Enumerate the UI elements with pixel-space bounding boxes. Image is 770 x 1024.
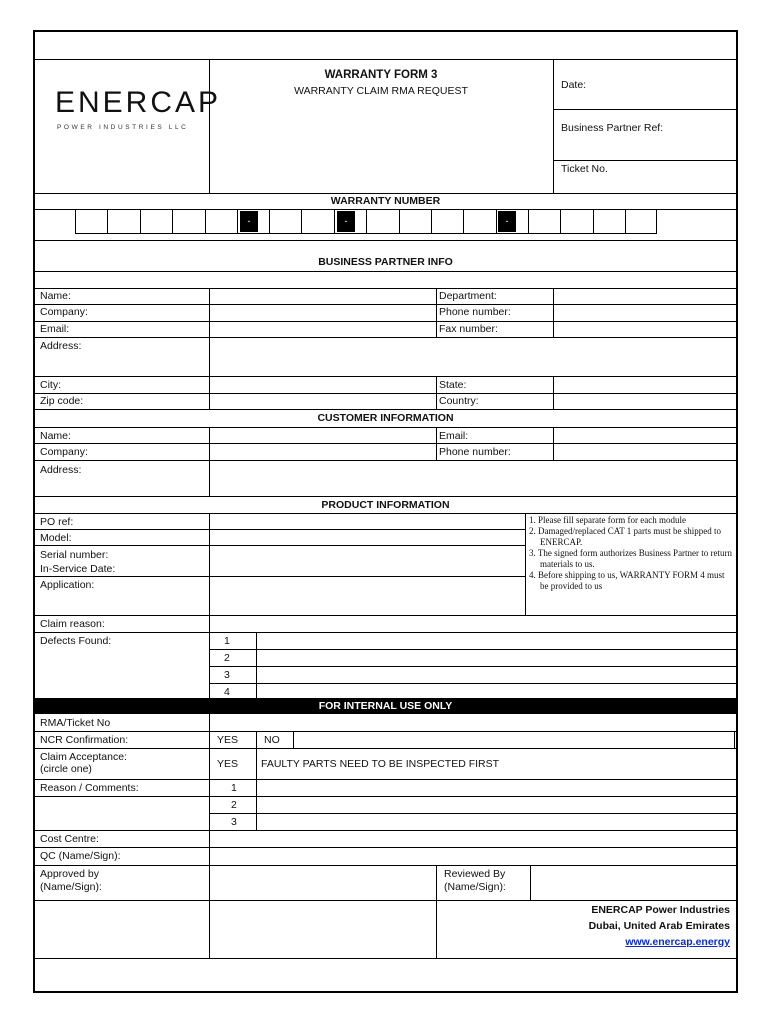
qc-label: QC (Name/Sign): [40,850,121,862]
application-label: Application: [40,579,95,591]
warranty-digit-box-divider [528,209,529,234]
warranty-digit-box-divider [205,209,206,234]
bp-zip-label: Zip code: [40,395,84,407]
divider [35,409,736,410]
divider [35,796,736,797]
cost-centre-label: Cost Centre: [40,833,99,845]
bp-fax-label: Fax number: [439,323,498,335]
divider [35,321,736,322]
warranty-digit-box-divider [496,209,497,234]
reviewed-by-sign-label: (Name/Sign): [444,881,506,893]
reason-number: 2 [231,799,237,811]
warranty-digit-box-divider [366,209,367,234]
in-service-label: In-Service Date: [40,563,116,575]
divider [35,337,736,338]
divider [209,288,210,409]
divider [35,496,736,497]
defect-number: 1 [224,635,230,647]
divider [35,865,736,866]
bp-name-label: Name: [40,290,71,302]
divider [35,460,736,461]
divider [35,731,736,732]
bp-address-label: Address: [40,340,82,352]
warranty-digit-box-divider [334,209,335,234]
reason-number: 1 [231,782,237,794]
claim-acceptance-label: Claim Acceptance: [40,751,127,763]
divider [35,393,736,394]
divider [436,376,437,409]
divider [209,427,210,496]
divider [35,847,736,848]
divider [35,376,736,377]
cust-address-label: Address: [40,464,82,476]
footer-company: ENERCAP Power Industries [591,904,730,916]
cust-email-label: Email: [439,430,469,442]
divider [530,865,531,900]
divider [553,109,736,110]
bp-department-label: Department: [439,290,497,302]
divider [35,545,525,546]
divider [35,900,736,901]
reason-comments-label: Reason / Comments: [40,782,139,794]
warranty-digit-box-divider [172,209,173,234]
partner-ref-label: Business Partner Ref: [561,122,664,134]
date-label: Date: [561,79,587,91]
defect-number: 3 [224,669,230,681]
approved-by-label: Approved by [40,868,99,880]
separator-dash: - [240,211,258,232]
warranty-digit-box-divider [656,209,657,234]
warranty-digit-box-divider [431,209,432,234]
instructions-notes [529,515,735,592]
faulty-parts-note[interactable]: FAULTY PARTS NEED TO BE INSPECTED FIRST [261,758,500,770]
warranty-digit-box-divider [237,209,238,234]
divider [436,865,437,958]
product-heading: PRODUCT INFORMATION [321,499,450,511]
cust-phone-label: Phone number: [439,446,511,458]
divider [209,813,736,814]
divider [553,160,736,161]
bp-city-label: City: [40,379,61,391]
bp-state-label: State: [439,379,467,391]
bp-phone-label: Phone number: [439,306,511,318]
rma-ticket-label: RMA/Ticket No [40,717,111,729]
warranty-digit-box-divider [269,209,270,234]
ncr-yes[interactable]: YES [217,734,239,746]
divider [209,666,736,667]
divider [209,513,210,698]
divider [35,240,736,241]
separator-dash: - [337,211,355,232]
divider [35,830,736,831]
logo-subtitle: POWER INDUSTRIES LLC [57,124,189,131]
warranty-digit-box-divider [593,209,594,234]
bp-company-label: Company: [40,306,88,318]
note-item: 4. Before shipping to us, WARRANTY FORM 4 must be provided to us [529,570,725,591]
divider [35,443,736,444]
approved-by-sign-label: (Name/Sign): [40,881,102,893]
divider [35,271,736,272]
divider [35,779,736,780]
claim-acceptance-hint: (circle one) [40,763,92,775]
divider [209,649,736,650]
divider [35,59,736,60]
claim-reason-label: Claim reason: [40,618,105,630]
business-partner-heading: BUSINESS PARTNER INFO [318,256,453,268]
warranty-digit-box-divider [75,209,76,234]
company-logo: ENERCAP [55,86,222,119]
defects-label: Defects Found: [40,635,112,647]
divider [553,59,554,193]
model-label: Model: [40,532,72,544]
bp-email-label: Email: [40,323,70,335]
divider [436,427,437,460]
po-ref-label: PO ref: [40,516,74,528]
separator-dash: - [498,211,516,232]
divider [293,731,294,748]
note-item: 2. Damaged/replaced CAT 1 parts must be shipped to ENERCAP. [529,526,722,547]
divider [525,513,526,615]
divider [35,427,736,428]
warranty-digit-box-divider [399,209,400,234]
form-title: WARRANTY FORM 3 [324,69,438,81]
defect-number: 2 [224,652,230,664]
serial-label: Serial number: [40,549,109,561]
divider [553,288,554,337]
reviewed-by-label: Reviewed By [444,868,506,880]
divider [209,683,736,684]
divider [35,529,525,530]
divider [734,731,735,748]
warranty-digit-box-divider [625,209,626,234]
acceptance-yes[interactable]: YES [217,758,239,770]
divider [35,193,736,194]
divider [35,748,736,749]
internal-use-heading: FOR INTERNAL USE ONLY [35,698,736,714]
customer-heading: CUSTOMER INFORMATION [317,412,454,424]
divider [35,958,736,959]
divider [436,288,437,337]
divider [256,731,257,830]
footer-website-link[interactable]: www.enercap.energy [625,936,730,948]
divider [553,427,554,460]
divider [35,615,736,616]
divider [35,632,736,633]
note-item: 1. Please fill separate form for each module [529,515,686,525]
divider [35,576,525,577]
ncr-label: NCR Confirmation: [40,734,129,746]
footer-location: Dubai, United Arab Emirates [588,920,730,932]
bp-country-label: Country: [439,395,479,407]
warranty-digit-box-divider [140,209,141,234]
divider [209,714,210,958]
note-item: 3. The signed form authorizes Business Partner to return materials to us. [529,548,733,569]
warranty-number-heading: WARRANTY NUMBER [330,195,441,207]
ticket-label: Ticket No. [561,163,608,175]
divider [35,513,736,514]
reason-number: 3 [231,816,237,828]
form-subtitle: WARRANTY CLAIM RMA REQUEST [294,85,468,97]
ncr-no[interactable]: NO [264,734,280,746]
divider [35,304,736,305]
cust-name-label: Name: [40,430,71,442]
divider [553,376,554,409]
divider [256,632,257,698]
warranty-digit-box-divider [463,209,464,234]
cust-company-label: Company: [40,446,88,458]
defect-number: 4 [224,686,230,698]
warranty-digit-box-divider [301,209,302,234]
warranty-form-page [33,30,738,993]
warranty-digit-box-divider [560,209,561,234]
divider [35,288,736,289]
warranty-digit-box-divider [107,209,108,234]
